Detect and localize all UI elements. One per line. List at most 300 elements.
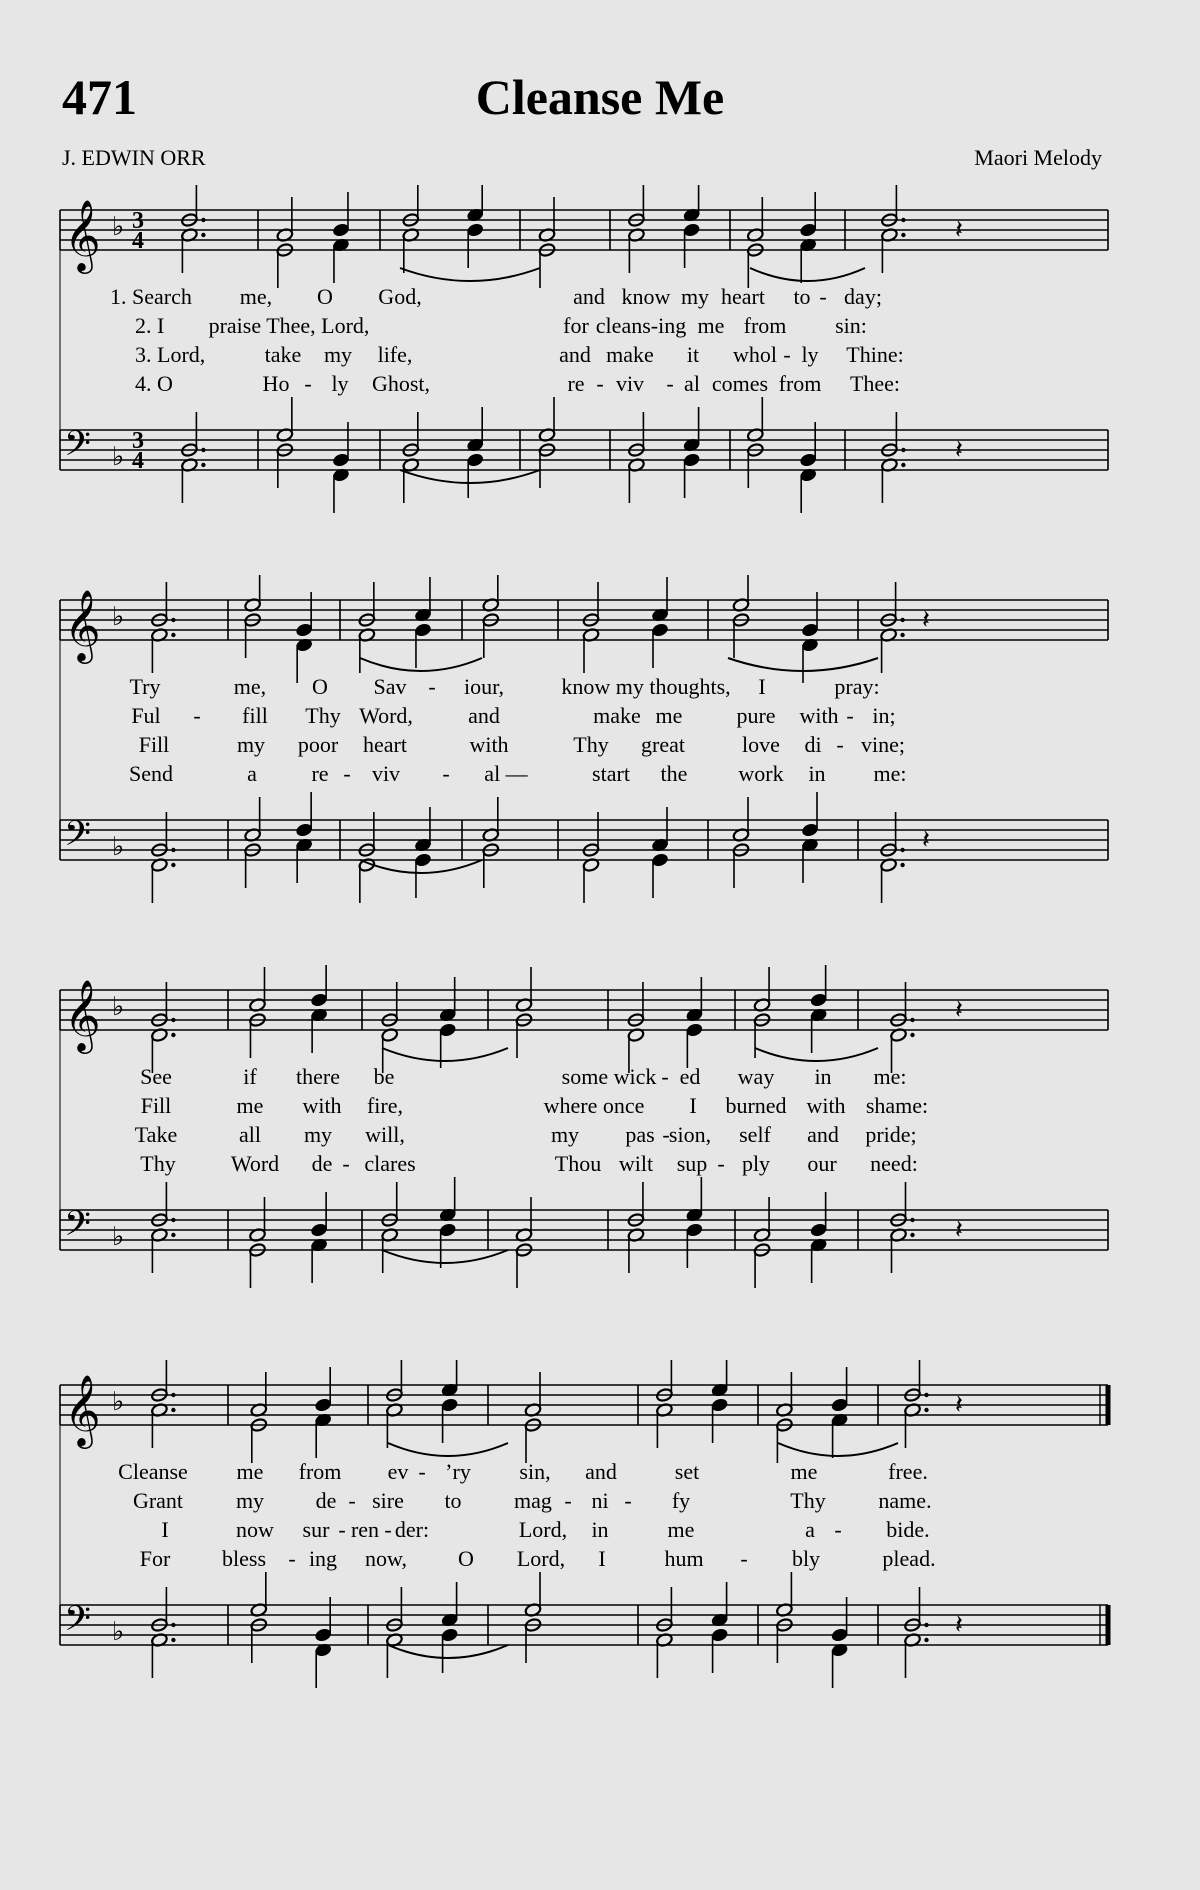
lyric-syllable: - — [384, 1517, 392, 1542]
lyric-syllable: work — [738, 761, 784, 786]
lyric-syllable: my — [236, 732, 266, 757]
flat-icon: ♭ — [112, 1222, 125, 1252]
tie — [388, 1645, 508, 1658]
lyric-syllable: from — [298, 1459, 342, 1484]
tie — [360, 658, 482, 671]
lyric-syllable: my — [680, 284, 710, 309]
lyric-syllable: me — [655, 703, 683, 728]
lyric-syllable: ev — [387, 1459, 409, 1484]
lyric-syllable: Ghost, — [371, 371, 431, 396]
dot — [900, 618, 904, 622]
time-signature-bottom: 4 — [132, 448, 144, 474]
lyric-syllable: day; — [844, 284, 882, 309]
verse-2-lyric-line — [0, 312, 1200, 340]
lyric-syllable: start — [592, 761, 630, 786]
lyric-syllable: I — [598, 1546, 606, 1571]
lyric-syllable: sin: — [835, 313, 867, 338]
note-head — [683, 223, 701, 238]
dot — [910, 1218, 914, 1222]
note-head — [314, 1628, 332, 1643]
dot — [171, 1393, 175, 1397]
verse-4-lyric-line — [0, 1150, 1200, 1178]
lyric-syllable: - — [564, 1488, 572, 1513]
time-signature-top: 3 — [132, 208, 144, 234]
quarter-rest-icon: 𝄽 — [955, 995, 963, 1025]
lyric-syllable: ed — [679, 1064, 701, 1089]
lyric-syllable: Thy — [573, 732, 609, 757]
lyric-syllable: from — [743, 313, 787, 338]
lyric-syllable: sup — [676, 1151, 708, 1176]
quarter-rest-icon: 𝄽 — [922, 605, 930, 635]
dot — [900, 633, 904, 637]
lyric-syllable: O — [312, 674, 328, 699]
note-head — [332, 453, 350, 468]
lyric-syllable: sin, — [519, 1459, 551, 1484]
lyric-syllable: my — [550, 1122, 580, 1147]
lyric-syllable: bly — [791, 1546, 821, 1571]
tie — [400, 470, 540, 483]
lyric-syllable: Thy — [305, 703, 341, 728]
lyric-syllable: - — [442, 761, 450, 786]
note-head — [810, 1223, 828, 1238]
note-head — [686, 1023, 704, 1038]
flat-icon: ♭ — [112, 1617, 125, 1647]
lyric-syllable: - — [348, 1488, 356, 1513]
dot — [171, 1408, 175, 1412]
lyric-syllable: - — [428, 674, 436, 699]
verse-2-lyric-line — [0, 1092, 1200, 1120]
tie — [382, 1048, 508, 1061]
hymn-title: Cleanse Me — [475, 69, 725, 125]
lyric-syllable: I — [758, 674, 766, 699]
verse-2-lyric-line — [0, 1487, 1200, 1515]
lyric-syllable: Grant — [132, 1488, 184, 1513]
author-credit: J. EDWIN ORR — [62, 145, 206, 170]
lyric-syllable: there — [296, 1064, 340, 1089]
note-head — [295, 623, 313, 638]
verse-3-lyric-line — [0, 341, 1200, 369]
treble-staff — [60, 1373, 1108, 1449]
lyric-syllable: plead. — [882, 1546, 936, 1571]
lyric-syllable: life, — [377, 342, 413, 367]
verse-1-lyric-line — [0, 283, 1200, 311]
note-head — [466, 453, 484, 468]
lyric-syllable: ’ry — [445, 1459, 471, 1484]
verse-4-lyric-line — [0, 370, 1200, 398]
lyric-syllable: pride; — [865, 1122, 917, 1147]
note-head — [686, 1223, 704, 1238]
lyric-syllable: praise Thee, Lord, — [208, 313, 370, 338]
lyric-syllable: and — [468, 703, 500, 728]
lyric-syllable: Lord, — [518, 1517, 568, 1542]
lyric-syllable: and — [573, 284, 605, 309]
tie — [382, 1250, 508, 1263]
verse-1-lyric-line — [0, 673, 1200, 701]
dot — [924, 1623, 928, 1627]
lyric-syllable: I — [161, 1517, 169, 1542]
dot — [901, 463, 905, 467]
quarter-rest-icon: 𝄽 — [955, 1610, 963, 1640]
flat-icon: ♭ — [112, 832, 125, 862]
lyric-syllable: Ho — [262, 371, 290, 396]
flat-icon: ♭ — [112, 1387, 125, 1417]
lyric-syllable: ly — [801, 342, 819, 367]
verse-3-lyric-line — [0, 731, 1200, 759]
dot — [910, 1018, 914, 1022]
lyric-syllable: me, — [239, 284, 273, 309]
treble-clef-icon: 𝄞 — [64, 978, 101, 1051]
lyric-syllable: Thee: — [849, 371, 901, 396]
note-head — [683, 453, 701, 468]
lyric-syllable: bless — [222, 1546, 266, 1571]
lyric-syllable: Lord, — [516, 1546, 566, 1571]
dot — [924, 1393, 928, 1397]
treble-clef-icon: 𝄞 — [64, 1373, 101, 1446]
treble-clef-icon: 𝄞 — [64, 198, 101, 271]
lyric-syllable: O — [458, 1546, 474, 1571]
lyric-syllable: - — [740, 1546, 748, 1571]
note-head — [466, 223, 484, 238]
lyric-syllable: Thy — [140, 1151, 176, 1176]
lyric-syllable: where once — [543, 1093, 645, 1118]
treble-clef-icon: 𝄞 — [64, 588, 101, 661]
lyric-syllable: - — [834, 1517, 842, 1542]
lyric-syllable: poor — [297, 732, 339, 757]
lyric-syllable: and — [585, 1459, 617, 1484]
verse-3-lyric-line — [0, 1121, 1200, 1149]
lyric-syllable: my — [303, 1122, 333, 1147]
flat-icon: ♭ — [112, 992, 125, 1022]
note-head — [332, 223, 350, 238]
lyric-syllable: with — [302, 1093, 342, 1118]
lyric-syllable: der: — [394, 1517, 430, 1542]
lyric-syllable: now, — [365, 1546, 407, 1571]
note-head — [799, 223, 817, 238]
lyric-syllable: bide. — [886, 1517, 930, 1542]
note-head — [439, 1023, 457, 1038]
dot — [924, 1638, 928, 1642]
note-head — [414, 623, 432, 638]
lyric-syllable: me, — [233, 674, 267, 699]
lyric-syllable: sion, — [668, 1122, 712, 1147]
lyric-syllable: viv — [615, 371, 645, 396]
lyric-syllable: me — [697, 313, 725, 338]
lyric-syllable: pas — [625, 1122, 655, 1147]
lyric-syllable: hum — [664, 1546, 704, 1571]
lyric-syllable: take — [264, 342, 302, 367]
lyric-syllable: pure — [736, 703, 776, 728]
lyric-syllable: O — [317, 284, 333, 309]
lyric-syllable: Thine: — [846, 342, 904, 367]
lyric-syllable: self — [739, 1122, 771, 1147]
lyric-syllable: Thou — [554, 1151, 602, 1176]
lyric-syllable: be — [373, 1064, 395, 1089]
lyric-syllable: me — [236, 1459, 264, 1484]
lyric-syllable: pray: — [834, 674, 880, 699]
lyric-syllable: fy — [671, 1488, 691, 1513]
lyric-syllable: See — [140, 1064, 172, 1089]
lyric-syllable: make — [606, 342, 654, 367]
dot — [201, 233, 205, 237]
quarter-rest-icon: 𝄽 — [955, 1215, 963, 1245]
lyric-syllable: ren — [350, 1517, 380, 1542]
note-head — [831, 1628, 849, 1643]
dot — [171, 1623, 175, 1627]
lyric-syllable: and — [807, 1122, 839, 1147]
lyric-syllable: me — [790, 1459, 818, 1484]
lyric-syllable: - — [783, 342, 791, 367]
lyric-syllable: to — [444, 1488, 462, 1513]
lyric-syllable: de — [315, 1488, 337, 1513]
dot — [900, 863, 904, 867]
lyric-syllable: me: — [873, 1064, 907, 1089]
lyric-syllable: ply — [741, 1151, 771, 1176]
lyric-syllable: viv — [371, 761, 401, 786]
dot — [900, 848, 904, 852]
lyric-syllable: love — [742, 732, 780, 757]
lyric-syllable: Sav — [373, 674, 407, 699]
note-head — [310, 1223, 328, 1238]
hymn-number: 471 — [62, 69, 137, 125]
lyric-syllable: sire — [372, 1488, 404, 1513]
flat-icon: ♭ — [112, 442, 125, 472]
dot — [901, 233, 905, 237]
note-head — [711, 1398, 729, 1413]
tie — [778, 1443, 898, 1456]
tune-credit: Maori Melody — [974, 145, 1102, 170]
lyric-syllable: cleans-ing — [595, 313, 687, 338]
lyric-syllable: - — [418, 1459, 426, 1484]
lyric-syllable: al — [684, 371, 700, 396]
lyric-syllable: fill — [242, 703, 268, 728]
tie — [400, 268, 540, 281]
dot — [171, 633, 175, 637]
lyric-syllable: iour, — [463, 674, 505, 699]
lyric-syllable: Cleanse — [118, 1459, 188, 1484]
dot — [171, 1638, 175, 1642]
lyric-syllable: comes — [711, 371, 769, 396]
bass-staff — [60, 1598, 1108, 1647]
lyric-syllable: way — [737, 1064, 775, 1089]
lyric-syllable: a — [247, 761, 257, 786]
verse-4-lyric-line — [0, 760, 1200, 788]
lyric-syllable: Ful — [131, 703, 161, 728]
lyric-syllable: great — [641, 732, 685, 757]
lyric-syllable: Take — [134, 1122, 178, 1147]
lyric-syllable: name. — [878, 1488, 932, 1513]
dot — [171, 1233, 175, 1237]
lyric-syllable: de — [311, 1151, 333, 1176]
music-system-1 — [0, 185, 1200, 525]
quarter-rest-icon: 𝄽 — [922, 825, 930, 855]
lyric-syllable: wilt — [618, 1151, 654, 1176]
lyric-syllable: fire, — [366, 1093, 404, 1118]
lyric-syllable: some wick — [561, 1064, 657, 1089]
lyric-syllable: burned — [725, 1093, 787, 1118]
lyric-syllable: heart — [363, 732, 407, 757]
tie — [388, 1443, 508, 1456]
dot — [171, 848, 175, 852]
lyric-syllable: - — [717, 1151, 725, 1176]
lyric-syllable: - — [819, 284, 827, 309]
verse-1-lyric-line — [0, 1458, 1200, 1486]
lyric-syllable: know my thoughts, — [561, 674, 731, 699]
lyric-syllable: For — [139, 1546, 171, 1571]
lyric-syllable: for — [563, 313, 589, 338]
lyric-syllable: in — [814, 1064, 832, 1089]
quarter-rest-icon: 𝄽 — [955, 1390, 963, 1420]
lyric-syllable: me — [236, 1093, 264, 1118]
lyric-syllable: in; — [872, 703, 896, 728]
lyric-syllable: 2. I — [135, 313, 165, 338]
lyric-syllable: Fill — [140, 1093, 172, 1118]
lyric-syllable: now — [236, 1517, 274, 1542]
lyric-syllable: sur — [302, 1517, 330, 1542]
note-head — [441, 1628, 459, 1643]
tie — [755, 1048, 878, 1061]
lyric-syllable: whol — [733, 342, 777, 367]
lyric-syllable: - — [836, 732, 844, 757]
dot — [171, 863, 175, 867]
lyric-syllable: - — [846, 703, 854, 728]
lyric-syllable: my — [235, 1488, 265, 1513]
dot — [901, 218, 905, 222]
lyric-syllable: di — [804, 732, 822, 757]
note-head — [439, 1223, 457, 1238]
lyric-syllable: heart — [721, 284, 765, 309]
bass-clef-icon: 𝄢 — [64, 813, 92, 862]
dot — [201, 218, 205, 222]
lyric-syllable: I — [689, 1093, 697, 1118]
lyric-syllable: to — [793, 284, 811, 309]
lyric-syllable: with — [799, 703, 839, 728]
verse-2-lyric-line — [0, 702, 1200, 730]
lyric-syllable: my — [323, 342, 353, 367]
lyric-syllable: if — [243, 1064, 257, 1089]
lyric-syllable: Word, — [359, 703, 413, 728]
lyric-syllable: - — [662, 1122, 670, 1147]
lyric-syllable: need: — [870, 1151, 918, 1176]
note-head — [651, 853, 669, 868]
bass-staff — [60, 423, 1108, 474]
lyric-syllable: - — [193, 703, 201, 728]
dot — [201, 463, 205, 467]
time-signature-bottom: 4 — [132, 228, 144, 254]
note-head — [711, 1628, 729, 1643]
lyric-syllable: Fill — [138, 732, 170, 757]
lyric-syllable: - — [596, 371, 604, 396]
lyric-syllable: vine; — [861, 732, 905, 757]
lyric-syllable: God, — [378, 284, 422, 309]
flat-icon: ♭ — [112, 212, 125, 242]
lyric-syllable: in — [808, 761, 826, 786]
quarter-rest-icon: 𝄽 — [955, 215, 963, 245]
lyric-syllable: - — [342, 1151, 350, 1176]
flat-icon: ♭ — [112, 602, 125, 632]
quarter-rest-icon: 𝄽 — [955, 435, 963, 465]
lyric-syllable: from — [778, 371, 822, 396]
lyric-syllable: 4. O — [135, 371, 173, 396]
lyric-syllable: make — [593, 703, 641, 728]
lyric-syllable: 3. Lord, — [135, 342, 206, 367]
lyric-syllable: - — [288, 1546, 296, 1571]
lyric-syllable: with — [469, 732, 509, 757]
lyric-syllable: all — [239, 1122, 261, 1147]
note-head — [310, 993, 328, 1008]
lyric-syllable: al — — [484, 761, 528, 786]
tie — [750, 268, 865, 281]
verse-4-lyric-line — [0, 1545, 1200, 1573]
dot — [910, 1033, 914, 1037]
lyric-syllable: with — [806, 1093, 846, 1118]
lyric-syllable: - — [338, 1517, 346, 1542]
note-head — [651, 623, 669, 638]
lyric-syllable: ni — [591, 1488, 609, 1513]
music-system-2 — [0, 575, 1200, 915]
dot — [171, 1018, 175, 1022]
note-head — [295, 823, 313, 838]
treble-staff — [60, 978, 1108, 1054]
lyric-syllable: shame: — [865, 1093, 929, 1118]
music-system-4 — [0, 1360, 1200, 1700]
lyric-syllable: it — [686, 342, 700, 367]
lyric-syllable: ing — [308, 1546, 338, 1571]
lyric-syllable: will, — [365, 1122, 405, 1147]
lyric-syllable: re — [311, 761, 329, 786]
lyric-syllable: and — [559, 342, 591, 367]
lyric-syllable: our — [807, 1151, 837, 1176]
dot — [901, 448, 905, 452]
music-system-3 — [0, 965, 1200, 1305]
lyric-syllable: Try — [129, 674, 161, 699]
dot — [171, 1218, 175, 1222]
lyric-syllable: set — [674, 1459, 700, 1484]
time-signature-top: 3 — [132, 428, 144, 454]
lyric-syllable: re — [567, 371, 585, 396]
lyric-syllable: - — [666, 371, 674, 396]
note-head — [801, 623, 819, 638]
note-head — [831, 1398, 849, 1413]
dot — [201, 448, 205, 452]
lyric-syllable: - — [343, 761, 351, 786]
lyric-syllable: - — [304, 371, 312, 396]
lyric-syllable: in — [591, 1517, 609, 1542]
note-head — [799, 453, 817, 468]
lyric-syllable: 1. Search — [110, 284, 192, 309]
note-head — [314, 1398, 332, 1413]
lyric-syllable: free. — [888, 1459, 928, 1484]
dot — [171, 618, 175, 622]
lyric-syllable: me: — [873, 761, 907, 786]
bass-clef-icon: 𝄢 — [64, 1203, 92, 1252]
verse-3-lyric-line — [0, 1516, 1200, 1544]
treble-staff — [60, 198, 1108, 274]
hymn-header — [0, 0, 1200, 180]
dot — [924, 1408, 928, 1412]
note-head — [414, 853, 432, 868]
lyric-syllable: a — [805, 1517, 815, 1542]
lyric-syllable: - — [624, 1488, 632, 1513]
lyric-syllable: Send — [129, 761, 173, 786]
dot — [171, 1033, 175, 1037]
lyric-syllable: the — [660, 761, 688, 786]
lyric-syllable: Thy — [790, 1488, 826, 1513]
lyric-syllable: Word — [230, 1151, 280, 1176]
dot — [910, 1233, 914, 1237]
bass-clef-icon: 𝄢 — [64, 1598, 92, 1647]
lyric-syllable: me — [667, 1517, 695, 1542]
lyric-syllable: mag — [514, 1488, 552, 1513]
